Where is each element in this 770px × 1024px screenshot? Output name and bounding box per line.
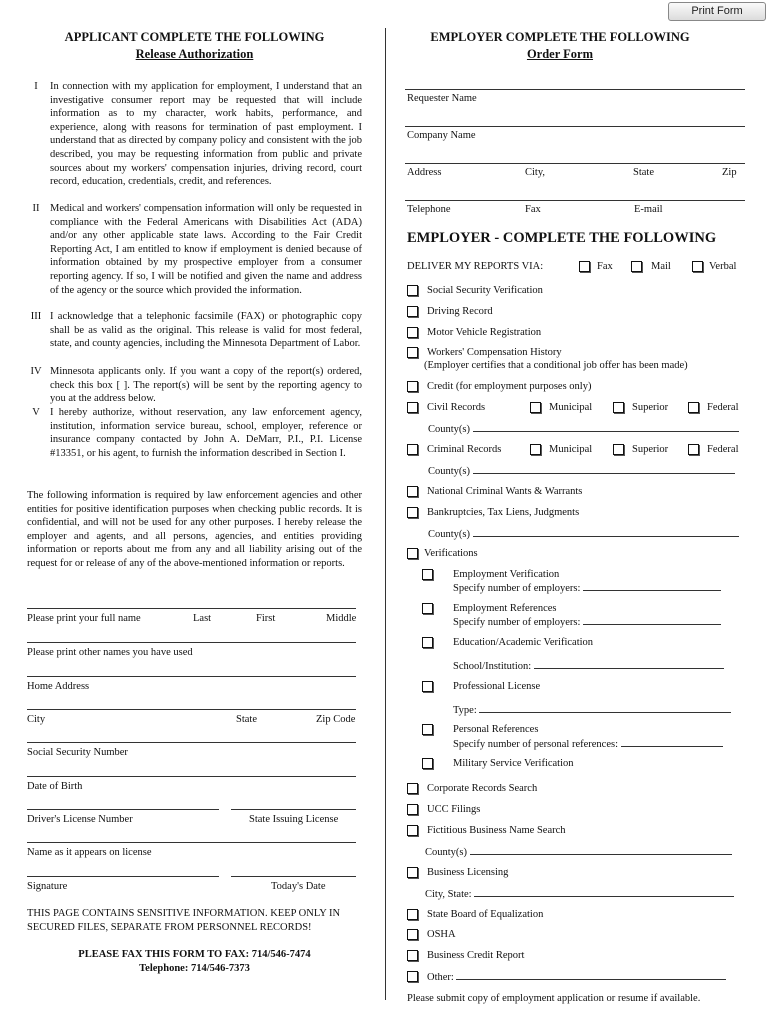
city-state-input[interactable] — [474, 887, 734, 897]
criminal-municipal-checkbox[interactable] — [530, 444, 541, 455]
civil-federal-checkbox[interactable] — [688, 402, 699, 413]
personal-references-label: Personal References — [453, 724, 539, 735]
section-number: II — [32, 203, 40, 214]
requester-name-label: Requester Name — [407, 93, 477, 104]
email-label: E-mail — [634, 204, 663, 215]
business-credit-label: Business Credit Report — [427, 950, 525, 961]
column-divider — [385, 28, 386, 1000]
fictitious-county-label: County(s) — [425, 845, 732, 860]
social-security-label: Social Security Verification — [427, 285, 543, 296]
todays-date-line[interactable] — [231, 876, 356, 877]
employment-references-count-label: Specify number of employers: — [453, 615, 721, 630]
deliver-mail-label: Mail — [651, 261, 671, 272]
full-name-line[interactable] — [27, 608, 356, 609]
military-verification-checkbox[interactable] — [422, 758, 433, 769]
motor-vehicle-checkbox[interactable] — [407, 327, 418, 338]
osha-label: OSHA — [427, 929, 456, 940]
motor-vehicle-label: Motor Vehicle Registration — [427, 327, 542, 338]
fictitious-business-checkbox[interactable] — [407, 825, 418, 836]
personal-references-checkbox[interactable] — [422, 724, 433, 735]
name-on-license-label: Name as it appears on license — [27, 847, 152, 858]
criminal-superior-label: Superior — [632, 444, 669, 455]
civil-county-label: County(s) — [428, 422, 739, 437]
other-input[interactable] — [456, 970, 726, 980]
business-licensing-label: Business Licensing — [427, 867, 509, 878]
applicant-header — [27, 29, 362, 63]
credit-label: Credit (for employment purposes only) — [427, 381, 592, 392]
print-form-button[interactable]: Print Form — [668, 2, 766, 21]
signature-line[interactable] — [27, 876, 219, 877]
criminal-records-label: Criminal Records — [427, 444, 502, 455]
national-criminal-checkbox[interactable] — [407, 486, 418, 497]
bankruptcies-checkbox[interactable] — [407, 507, 418, 518]
deliver-fax-checkbox[interactable] — [579, 261, 590, 272]
employer-state-label: State — [633, 167, 654, 178]
company-name-line[interactable] — [405, 126, 745, 127]
national-criminal-label: National Criminal Wants & Warrants — [427, 486, 583, 497]
corporate-records-label: Corporate Records Search — [427, 783, 538, 794]
dl-number-line[interactable] — [27, 809, 219, 810]
release-authorization-title: Release Authorization — [135, 47, 254, 61]
employment-references-label: Employment References — [453, 603, 557, 614]
city-state-label: City, State: — [425, 887, 734, 902]
applicant-heading: APPLICANT COMPLETE THE FOLLOWING — [64, 30, 325, 44]
school-institution-input[interactable] — [534, 659, 724, 669]
ucc-filings-label: UCC Filings — [427, 804, 481, 815]
dob-line[interactable] — [27, 776, 356, 777]
bankruptcies-county-input[interactable] — [473, 527, 739, 537]
military-verification-label: Military Service Verification — [453, 758, 574, 769]
business-licensing-checkbox[interactable] — [407, 867, 418, 878]
home-address-label: Home Address — [27, 681, 90, 692]
criminal-federal-checkbox[interactable] — [688, 444, 699, 455]
employer-zip-label: Zip — [722, 167, 737, 178]
deliver-via-label: DELIVER MY REPORTS VIA: — [407, 261, 544, 272]
other-names-line[interactable] — [27, 642, 356, 643]
fax-label: Fax — [525, 204, 541, 215]
state-label: State — [236, 714, 257, 725]
full-name-label: Please print your full name — [27, 613, 141, 624]
criminal-municipal-label: Municipal — [549, 444, 593, 455]
verifications-label: Verifications — [424, 548, 478, 559]
middle-label: Middle — [326, 613, 357, 624]
section-iv-text: Minnesota applicants only. If you want a copy of the report(s) ordered, check this box [ ]. The report(s) will be sent by the reporting agency to you at the address below. — [50, 366, 362, 405]
bankruptcies-county-label: County(s) — [428, 527, 739, 542]
driving-record-label: Driving Record — [427, 306, 493, 317]
school-institution-label: School/Institution: — [453, 659, 724, 674]
deliver-verbal-label: Verbal — [709, 261, 737, 272]
license-type-label: Type: — [453, 703, 731, 718]
civil-county-input[interactable] — [473, 422, 739, 432]
telephone-line: Telephone: 714/546-7373 — [139, 963, 250, 974]
personal-references-count-input[interactable] — [621, 737, 723, 747]
section-number: I — [34, 81, 38, 92]
civil-records-checkbox[interactable] — [407, 402, 418, 413]
fictitious-county-input[interactable] — [470, 845, 732, 855]
employer-header — [405, 29, 715, 63]
civil-municipal-checkbox[interactable] — [530, 402, 541, 413]
employment-references-count-input[interactable] — [583, 615, 721, 625]
employment-references-checkbox[interactable] — [422, 603, 433, 614]
state-issuing-label: State Issuing License — [249, 814, 339, 825]
state-board-label: State Board of Equalization — [427, 909, 544, 920]
city-label: City — [27, 714, 46, 725]
verifications-checkbox[interactable] — [407, 548, 418, 559]
fictitious-business-label: Fictitious Business Name Search — [427, 825, 566, 836]
employment-verification-count-label: Specify number of employers: — [453, 581, 721, 596]
personal-references-count-label: Specify number of personal references: — [453, 737, 723, 752]
workers-comp-label: Workers' Compensation History — [427, 347, 562, 358]
civil-superior-label: Superior — [632, 402, 669, 413]
deliver-mail-checkbox[interactable] — [631, 261, 642, 272]
other-checkbox[interactable] — [407, 971, 418, 982]
section-i-text: In connection with my application for employment, I understand that an investigative consumer report may be requested that will include information as to my character, work habits, performance, and experience, along with reasons for termination of past employment. I understand that as directed by company policy and consistent with the job described, you may be requesting information from public and private sources about my workers' compensation injuries, driving record, court record, education, credentials, credit, and references. — [50, 81, 362, 188]
state-board-checkbox[interactable] — [407, 909, 418, 920]
order-form-title: Order Form — [526, 47, 594, 61]
civil-federal-label: Federal — [707, 402, 739, 413]
bankruptcies-label: Bankruptcies, Tax Liens, Judgments — [427, 507, 580, 518]
section-number: III — [30, 311, 42, 322]
zip-code-label: Zip Code — [316, 714, 356, 725]
civil-records-label: Civil Records — [427, 402, 486, 413]
footer-note: Please submit copy of employment application or resume if available. — [407, 993, 701, 1004]
corporate-records-checkbox[interactable] — [407, 783, 418, 794]
criminal-county-input[interactable] — [473, 464, 735, 474]
credit-checkbox[interactable] — [407, 381, 418, 392]
fax-line: PLEASE FAX THIS FORM TO FAX: 714/546-7474 — [78, 949, 311, 960]
criminal-county-label: County(s) — [428, 464, 735, 479]
company-name-label: Company Name — [407, 130, 476, 141]
social-security-checkbox[interactable] — [407, 285, 418, 296]
criminal-superior-checkbox[interactable] — [613, 444, 624, 455]
osha-checkbox[interactable] — [407, 929, 418, 940]
employer-city-label: City, — [525, 167, 546, 178]
address-label: Address — [407, 167, 442, 178]
section-number: IV — [30, 366, 42, 377]
telephone-label: Telephone — [407, 204, 451, 215]
business-credit-checkbox[interactable] — [407, 950, 418, 961]
employment-verification-label: Employment Verification — [453, 569, 560, 580]
criminal-records-checkbox[interactable] — [407, 444, 418, 455]
other-names-label: Please print other names you have used — [27, 647, 193, 658]
other-label: Other: — [427, 970, 726, 985]
deliver-verbal-checkbox[interactable] — [692, 261, 703, 272]
section-ii-text: Medical and workers' compensation information will only be requested in compliance with the Federal Americans with Disabilities Act (ADA) and/or any other applicable state laws. According to the Fair Credit Reporting Act, I am entitled to know if employment is denied because of information obtained by my prospective employer from a consumer reporting agency. If so, I will be notified and given the name and address of the agency or the source which provided the information. — [50, 203, 362, 296]
telephone-fax-line[interactable] — [405, 200, 745, 201]
education-verification-checkbox[interactable] — [422, 637, 433, 648]
civil-municipal-label: Municipal — [549, 402, 593, 413]
sensitive-notice: THIS PAGE CONTAINS SENSITIVE INFORMATION. KEEP ONLY IN SECURED FILES, SEPARATE FROM PERSONNEL RECORDS! — [27, 908, 341, 933]
employer-section-heading: EMPLOYER - COMPLETE THE FOLLOWING — [407, 230, 717, 246]
signature-label: Signature — [27, 881, 68, 892]
deliver-fax-label: Fax — [597, 261, 613, 272]
professional-license-checkbox[interactable] — [422, 681, 433, 692]
license-type-input[interactable] — [479, 703, 731, 713]
professional-license-label: Professional License — [453, 681, 541, 692]
civil-superior-checkbox[interactable] — [613, 402, 624, 413]
required-info-text: The following information is required by law enforcement agencies and other entities for positive identification purposes when checking public records. It is confidential, and will not be used for any other purposes. I hereby release the employer and agents, and all persons, agencies, and entities providing information or reports about me from any and all liability arising out of the request for or release of any of the above-mentioned information or reports. — [27, 490, 362, 569]
dob-label: Date of Birth — [27, 781, 83, 792]
first-label: First — [256, 613, 276, 624]
todays-date-label: Today's Date — [271, 881, 326, 892]
employer-heading: EMPLOYER COMPLETE THE FOLLOWING — [430, 30, 690, 44]
last-label: Last — [193, 613, 212, 624]
workers-comp-note: (Employer certifies that a conditional job offer has been made) — [424, 360, 688, 371]
name-on-license-line[interactable] — [27, 842, 356, 843]
ssn-line[interactable] — [27, 742, 356, 743]
ssn-label: Social Security Number — [27, 747, 128, 758]
section-iii-text: I acknowledge that a telephonic facsimile (FAX) or photographic copy shall be as valid as the original. This release is valid for most federal, state, and county agencies, including the Minnesota Department of Labor. — [50, 311, 362, 350]
dl-number-label: Driver's License Number — [27, 814, 133, 825]
education-verification-label: Education/Academic Verification — [453, 637, 594, 648]
state-issuing-line[interactable] — [231, 809, 356, 810]
section-v-text: I hereby authorize, without reservation, any law enforcement agency, institution, information service bureau, school, employer, reference or insurance company contacted by John A. DeMarr, P.I., P.I. License #13351, or his agent, to furnish the information described in Section I. — [50, 407, 362, 459]
requester-name-line[interactable] — [405, 89, 745, 90]
address-line[interactable] — [405, 163, 745, 164]
workers-comp-checkbox[interactable] — [407, 347, 418, 358]
city-state-zip-line[interactable] — [27, 709, 356, 710]
ucc-filings-checkbox[interactable] — [407, 804, 418, 815]
employment-verification-count-input[interactable] — [583, 581, 721, 591]
employment-verification-checkbox[interactable] — [422, 569, 433, 580]
driving-record-checkbox[interactable] — [407, 306, 418, 317]
section-number: V — [32, 407, 40, 418]
criminal-federal-label: Federal — [707, 444, 739, 455]
home-address-line[interactable] — [27, 676, 356, 677]
